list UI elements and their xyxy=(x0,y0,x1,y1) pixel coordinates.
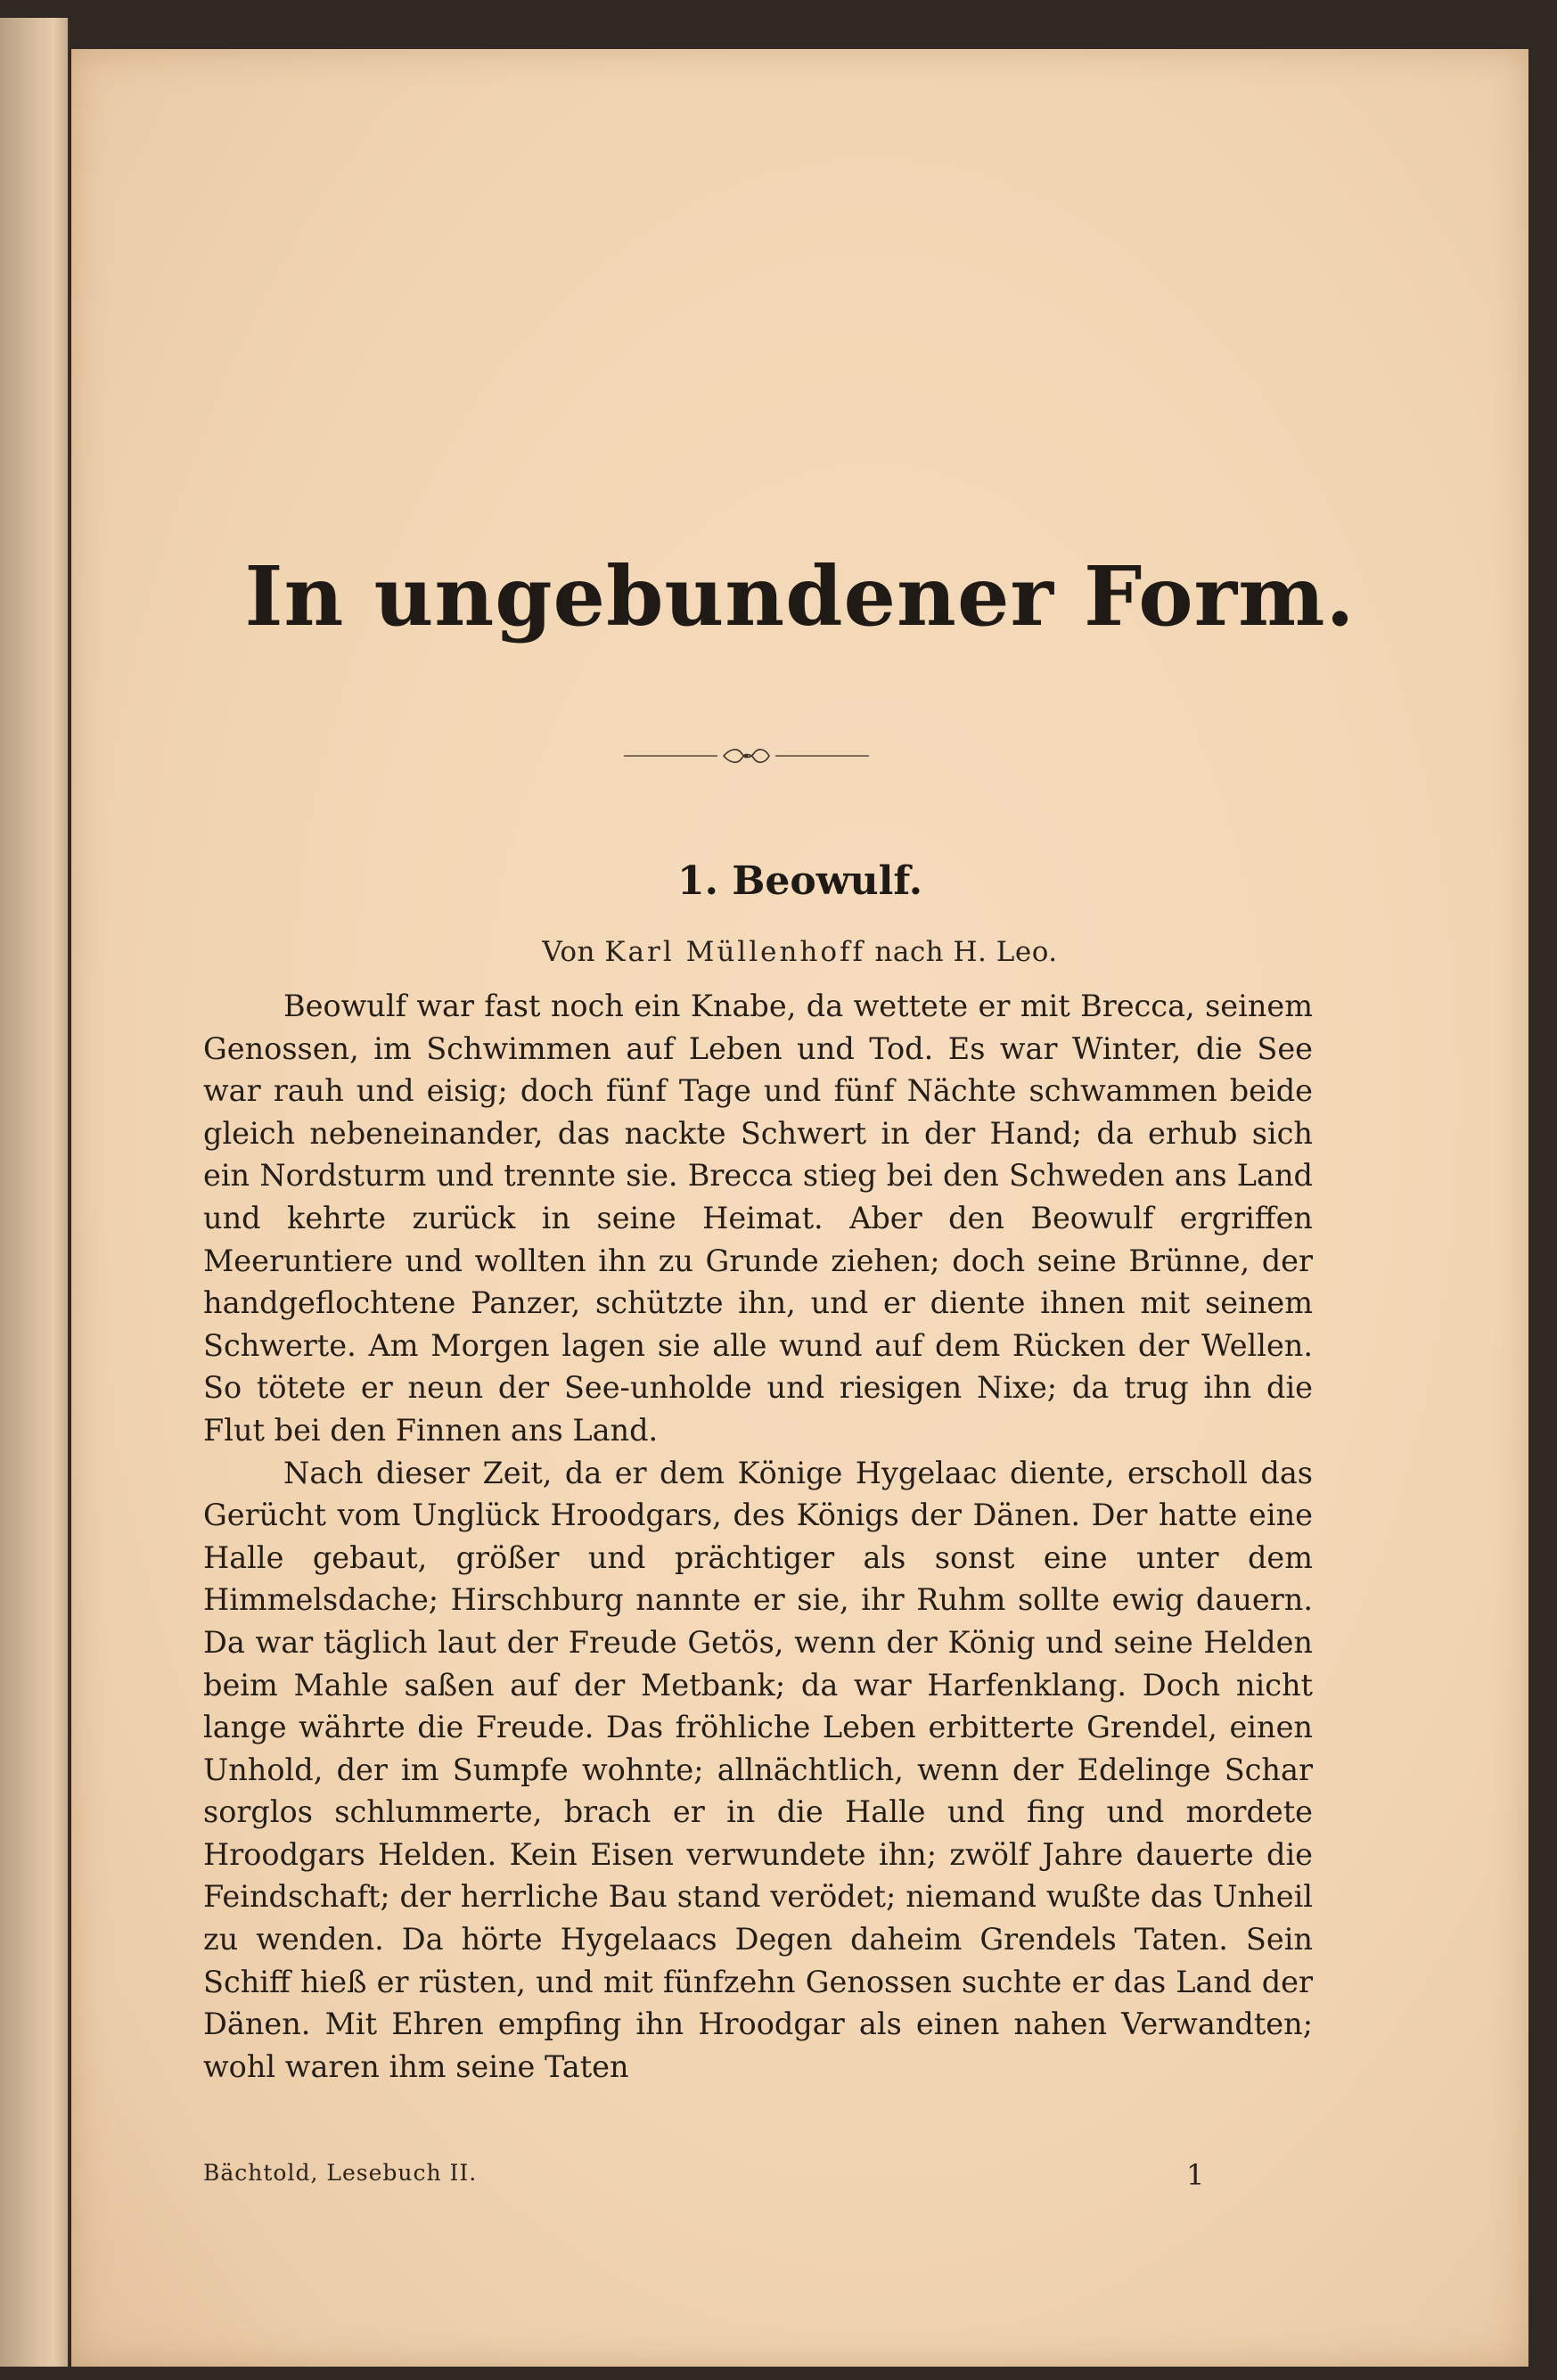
chapter-name: Beowulf. xyxy=(732,858,923,904)
page-footer xyxy=(203,2160,1313,2195)
book-page xyxy=(71,49,1528,2367)
byline-original-author: Karl Müllenhoff xyxy=(604,936,866,968)
body-text xyxy=(203,985,1313,2088)
previous-page-edge xyxy=(0,18,70,2367)
paragraph-2: Nach dieser Zeit, da er dem Könige Hygelaac diente, erscholl das Gerücht vom Unglück Hroodgars, des Königs der Dänen. Der hatte eine Halle gebaut, größer und prächtiger als sonst eine unter dem Himmelsdache; Hirschburg nannte er sie, ihr Ruhm sollte ewig dauern. Da war täglich laut der Freude Getös, wenn der König und seine Helden beim Mahle saßen auf der Metbank; da war Harfenklang. Doch nicht lange währte die Freude. Das fröhliche Leben erbitterte Grendel, einen Unhold, der im Sumpfe wohnte; allnächtlich, wenn der Edelinge Schar sorglos schlummerte, brach er in die Halle und fing und mordete Hroodgars Helden. Kein Eisen verwundete ihn; zwölf Jahre dauerte die Feindschaft; der herrliche Bau stand verödet; niemand wußte das Unheil zu wenden. Da hörte Hygelaacs Degen daheim Grendels Taten. Sein Schiff hieß er rüsten, und mit fünfzehn Genossen suchte er das Land der Dänen. Mit Ehren empfing ihn Hroodgar als einen nahen Verwandten; wohl waren ihm seine Taten xyxy=(203,1455,1313,2084)
footer-source: Bächtold, Lesebuch II. xyxy=(203,2160,478,2186)
byline-adapter: H. Leo. xyxy=(953,936,1058,968)
byline-connector: nach xyxy=(874,936,945,968)
ornament-divider-icon xyxy=(624,743,869,769)
byline xyxy=(71,936,1528,968)
chapter-number: 1. xyxy=(676,858,718,904)
byline-prefix: Von xyxy=(542,936,595,968)
page-number: 1 xyxy=(1186,2158,1205,2192)
chapter-title xyxy=(71,858,1528,904)
paragraph-1: Beowulf war fast noch ein Knabe, da wettete er mit Brecca, seinem Genossen, im Schwimmen auf Leben und Tod. Es war Winter, die See war rauh und eisig; doch fünf Tage und fünf Nächte schwammen beide gleich nebeneinander, das nackte Schwert in der Hand; da erhub sich ein Nordsturm und trennte sie. Brecca stieg bei den Schweden ans Land und kehrte zurück in seine Heimat. Aber den Beowulf ergriffen Meeruntiere und wollten ihn zu Grunde ziehen; doch seine Brünne, der handgeflochtene Panzer, schützte ihn, und er diente ihnen mit seinem Schwerte. Am Morgen lagen sie alle wund auf dem Rücken der Wellen. So tötete er neun der See-unholde und riesigen Nixe; da trug ihn die Flut bei den Finnen ans Land. xyxy=(203,989,1313,1448)
section-heading: In ungebundener Form. xyxy=(244,548,1356,644)
